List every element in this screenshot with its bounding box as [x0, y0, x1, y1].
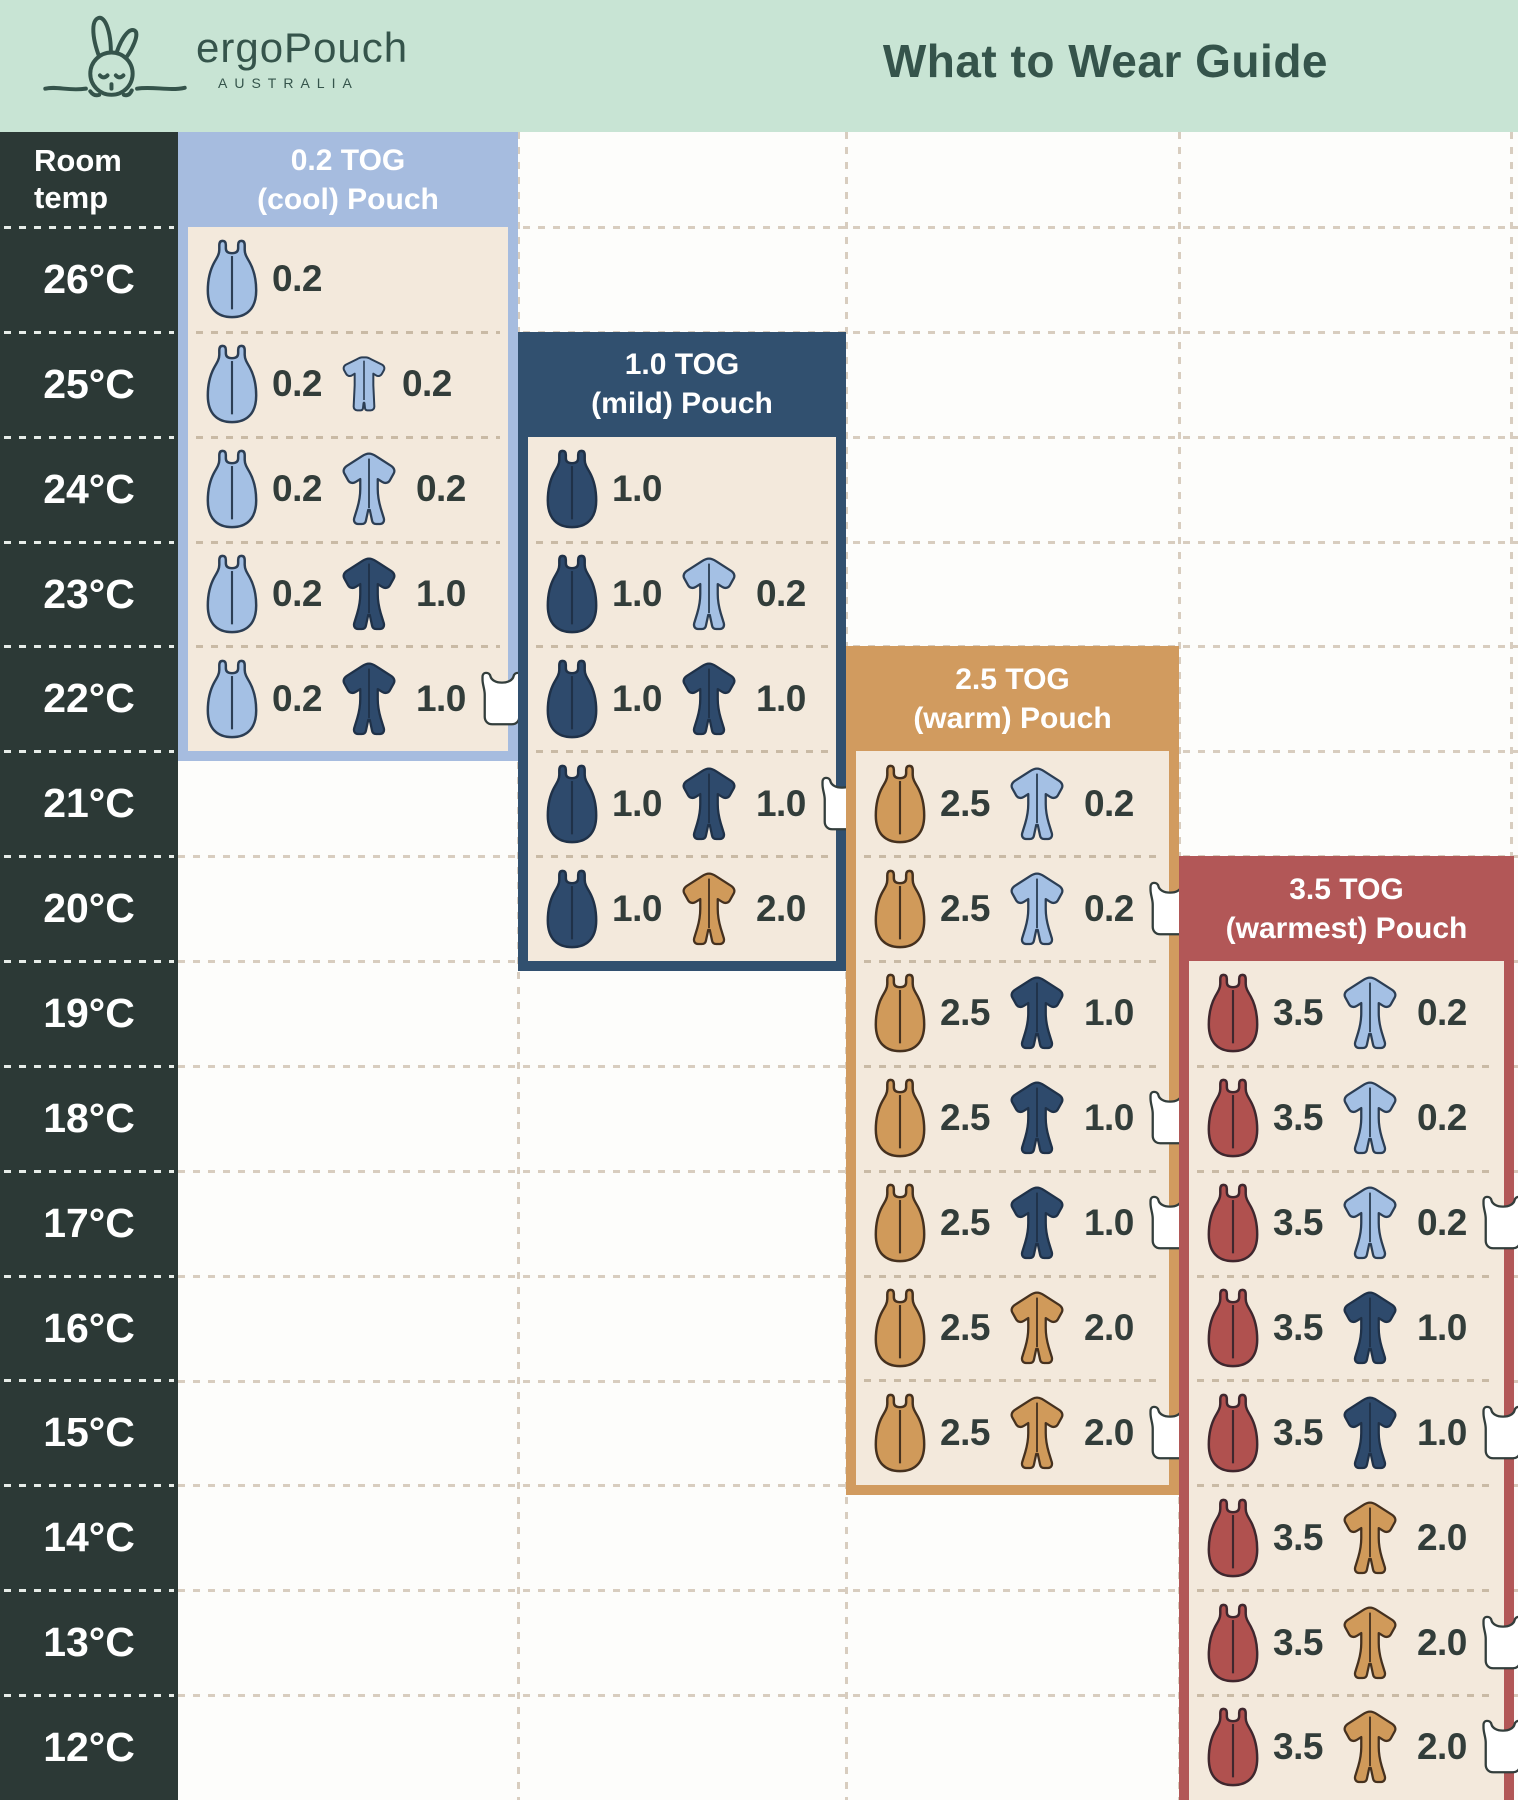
pouch-icon	[872, 868, 928, 950]
temp-cell: 24°C	[0, 437, 178, 542]
tog-value: 1.0	[612, 887, 662, 929]
panel-title-line1: 0.2 TOG	[290, 143, 406, 177]
guide-row-19°C	[1189, 961, 1504, 1066]
room-temp-column	[0, 132, 178, 1800]
tog-value: 1.0	[612, 573, 662, 614]
sleepsuit-icon	[1335, 1185, 1405, 1261]
pouch-icon	[544, 553, 600, 635]
tog-value: 2.5	[940, 782, 990, 824]
pouch-icon	[1205, 1182, 1261, 1264]
pouch-icon	[544, 868, 600, 950]
panel-title-line2: (cool) Pouch	[257, 182, 439, 216]
tog-value: 3.5	[1273, 1307, 1323, 1349]
singlet-icon	[1479, 1402, 1518, 1464]
temp-cell: 16°C	[0, 1276, 178, 1381]
pouch-icon	[872, 763, 928, 845]
temp-cell: 23°C	[0, 542, 178, 647]
sleepsuit-icon	[1335, 1500, 1405, 1576]
tog-value: 3.5	[1273, 1516, 1323, 1558]
tog-value: 2.5	[940, 1202, 990, 1244]
pouch-icon	[204, 658, 260, 740]
sleepsuit-icon	[1335, 1290, 1405, 1366]
tog-value: 0.2	[1416, 1202, 1467, 1244]
pouch-icon	[204, 343, 260, 425]
sleepsuit-icon	[334, 556, 404, 632]
guide-row-21°C	[528, 751, 836, 856]
tog-value: 2.0	[1416, 1516, 1467, 1558]
guide-row-22°C	[528, 646, 836, 751]
sleepsuit-icon	[1335, 1709, 1405, 1785]
guide-row-22°C	[188, 646, 508, 751]
tog-value: 0.2	[272, 363, 322, 405]
guide-row-18°C	[1189, 1066, 1504, 1171]
temp-cell: 26°C	[0, 227, 178, 332]
sleepsuit-icon	[1002, 975, 1072, 1051]
tog-value: 0.2	[1416, 1097, 1467, 1139]
tog-value: 2.5	[940, 1307, 990, 1349]
guide-row-13°C	[1189, 1590, 1504, 1695]
tog-value: 2.5	[940, 887, 990, 929]
tog-value: 2.0	[755, 887, 806, 929]
guide-row-21°C	[856, 751, 1169, 856]
panel-title-line1: 3.5 TOG	[1289, 872, 1404, 906]
panel-title	[518, 332, 846, 437]
sleepsuit-icon	[1335, 975, 1405, 1051]
pouch-icon	[872, 1077, 928, 1159]
sleepsuit-icon	[334, 661, 404, 737]
panel-2-5-tog	[846, 646, 1179, 1495]
guide-row-26°C	[188, 227, 508, 332]
tog-value: 1.0	[1416, 1307, 1467, 1349]
brand-logo	[40, 8, 408, 104]
panel-0-2-tog	[178, 132, 518, 761]
temp-cell: 13°C	[0, 1590, 178, 1695]
pouch-icon	[1205, 1706, 1261, 1788]
tog-value: 1.0	[612, 468, 662, 510]
tog-value: 3.5	[1273, 1411, 1323, 1453]
brand-tagline: AUSTRALIA	[218, 75, 359, 91]
panel-title-line2: (warm) Pouch	[913, 701, 1112, 735]
sleepsuit-icon	[674, 661, 744, 737]
pouch-icon	[872, 1182, 928, 1264]
tog-value: 1.0	[612, 782, 662, 824]
tog-value: 0.2	[272, 573, 322, 614]
pouch-icon	[544, 448, 600, 530]
pouch-icon	[872, 1392, 928, 1474]
panel-body	[1189, 961, 1504, 1800]
pouch-icon	[1205, 1287, 1261, 1369]
room-temp-header	[0, 132, 178, 227]
guide-row-24°C	[188, 437, 508, 542]
pouch-icon	[1205, 1077, 1261, 1159]
guide-row-23°C	[188, 542, 508, 647]
panel-title-line2: (mild) Pouch	[591, 387, 773, 421]
panel-body	[856, 751, 1169, 1485]
pouch-icon	[1205, 1392, 1261, 1474]
sleepsuit-icon	[1002, 766, 1072, 842]
tog-value: 1.0	[415, 677, 466, 719]
tog-value: 3.5	[1273, 1202, 1323, 1244]
panel-body	[188, 227, 508, 751]
tog-value: 1.0	[755, 677, 806, 719]
pouch-icon	[204, 553, 260, 635]
temp-cell: 17°C	[0, 1171, 178, 1276]
tog-value: 3.5	[1273, 1726, 1323, 1768]
temp-cell: 19°C	[0, 961, 178, 1066]
temp-cell: 25°C	[0, 332, 178, 437]
tog-value: 1.0	[1083, 992, 1134, 1034]
guide-row-19°C	[856, 961, 1169, 1066]
room-temp-header-line1: Room	[34, 142, 122, 178]
tog-value: 3.5	[1273, 992, 1323, 1034]
tog-value: 2.0	[1083, 1307, 1134, 1349]
tog-value: 0.2	[1416, 992, 1467, 1034]
temp-cell: 12°C	[0, 1695, 178, 1800]
guide-row-20°C	[856, 856, 1169, 961]
guide-row-17°C	[1189, 1171, 1504, 1276]
tog-value: 1.0	[1416, 1411, 1467, 1453]
tog-value: 1.0	[1083, 1097, 1134, 1139]
guide-row-16°C	[1189, 1276, 1504, 1381]
tog-value: 0.2	[755, 573, 806, 614]
sleepsuit-icon	[1002, 1290, 1072, 1366]
temp-cell: 21°C	[0, 751, 178, 856]
guide-row-17°C	[856, 1171, 1169, 1276]
bunny-logo-icon	[40, 8, 190, 104]
tog-value: 0.2	[272, 468, 322, 510]
sleepsuit-icon	[1002, 1185, 1072, 1261]
sleepsuit-icon	[1002, 1395, 1072, 1471]
tog-value: 2.0	[1416, 1621, 1467, 1663]
sleepsuit-icon	[1002, 1080, 1072, 1156]
sleepsuit-icon	[674, 871, 744, 947]
guide-row-15°C	[856, 1380, 1169, 1485]
tog-value: 1.0	[612, 677, 662, 719]
singlet-icon	[1479, 1716, 1518, 1778]
panel-title-line1: 1.0 TOG	[624, 348, 740, 382]
brand-name: ergoPouch	[196, 24, 409, 71]
guide-row-14°C	[1189, 1485, 1504, 1590]
singlet-icon	[1479, 1612, 1518, 1674]
tog-value: 0.2	[272, 258, 322, 300]
tog-value: 1.0	[755, 782, 806, 824]
temp-cell: 14°C	[0, 1485, 178, 1590]
sleepsuit-icon	[1335, 1080, 1405, 1156]
guide-row-16°C	[856, 1276, 1169, 1381]
tog-value: 2.5	[940, 992, 990, 1034]
sleepsuit-icon	[674, 556, 744, 632]
panel-3-5-tog	[1179, 856, 1514, 1800]
sleepsuit-icon	[334, 451, 404, 527]
tog-value: 3.5	[1273, 1621, 1323, 1663]
tog-value: 2.0	[1083, 1411, 1134, 1453]
tog-value: 2.5	[940, 1411, 990, 1453]
pouch-icon	[544, 763, 600, 845]
tog-value: 0.2	[1083, 782, 1134, 824]
temp-cell: 15°C	[0, 1380, 178, 1485]
temp-cell: 18°C	[0, 1066, 178, 1171]
guide-row-18°C	[856, 1066, 1169, 1171]
pouch-icon	[204, 238, 260, 320]
temp-cell: 20°C	[0, 856, 178, 961]
temp-cell: 22°C	[0, 646, 178, 751]
room-temp-header-line2: temp	[34, 179, 109, 215]
sleepsuit-icon	[1335, 1395, 1405, 1471]
panel-body	[528, 437, 836, 961]
pouch-icon	[872, 1287, 928, 1369]
tog-value: 1.0	[415, 573, 466, 614]
tog-value: 0.2	[272, 677, 322, 719]
panel-title-line1: 2.5 TOG	[955, 662, 1070, 696]
tog-value: 0.2	[1083, 887, 1134, 929]
panel-title	[1179, 856, 1514, 961]
page-title: What to Wear Guide	[882, 35, 1328, 87]
guide-row-25°C	[188, 332, 508, 437]
guide-row-15°C	[1189, 1380, 1504, 1485]
guide-row-23°C	[528, 542, 836, 647]
brand-wordmark	[196, 24, 409, 91]
pouch-icon	[204, 448, 260, 530]
tog-value: 2.5	[940, 1097, 990, 1139]
tog-value: 2.0	[1416, 1726, 1467, 1768]
panel-title	[178, 132, 518, 227]
guide-row-12°C	[1189, 1695, 1504, 1800]
panel-title	[846, 646, 1179, 751]
panel-1-0-tog	[518, 332, 846, 971]
sleepsuit-icon	[1335, 1605, 1405, 1681]
tog-value: 3.5	[1273, 1097, 1323, 1139]
singlet-icon	[1479, 1192, 1518, 1254]
guide-row-24°C	[528, 437, 836, 542]
pouch-icon	[544, 658, 600, 740]
tog-value: 0.2	[401, 363, 452, 405]
pouch-icon	[1205, 1602, 1261, 1684]
pouch-icon	[872, 972, 928, 1054]
pouch-icon	[1205, 972, 1261, 1054]
pouch-icon	[1205, 1497, 1261, 1579]
tog-value: 1.0	[1083, 1202, 1134, 1244]
guide-row-20°C	[528, 856, 836, 961]
header-bar	[0, 0, 1518, 132]
sleepsuit-icon	[674, 766, 744, 842]
tog-value: 0.2	[415, 468, 466, 510]
sleepsuit-icon	[1002, 871, 1072, 947]
panel-title-line2: (warmest) Pouch	[1225, 911, 1468, 945]
romper-icon	[334, 354, 390, 414]
